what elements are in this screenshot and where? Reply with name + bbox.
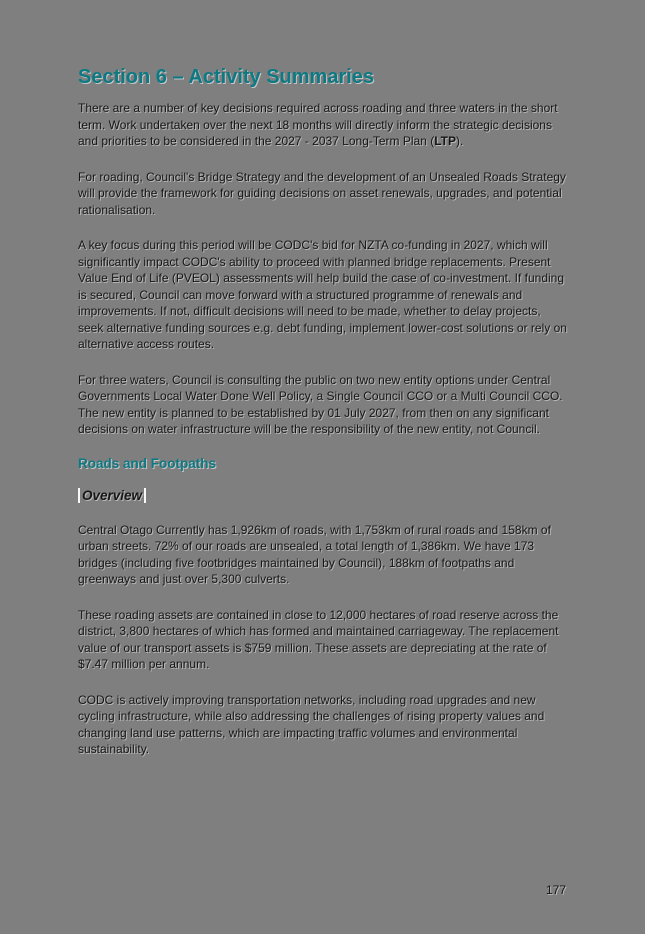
roads-and-footpaths-heading: Roads and Footpaths — [78, 455, 216, 471]
overview-paragraph-1: Central Otago Currently has 1,926km of roads, with 1,753km of rural roads and 158km of urban streets. 72% of our roads are unsealed, a total length of 1,386km. We have 173 bridges (including five footbridges maintained by Council), 188km of footpaths and greenways and just over 5,300 culverts. — [78, 522, 551, 586]
overview-paragraph-3: CODC is actively improving transportation networks, including road upgrades and new cycling infrastructure, while also addressing the challenges of rising property values and changing land use patterns, which are impacting traffic volumes and environmental sustainability. — [78, 692, 545, 756]
intro-paragraph-3: A key focus during this period will be CODC's bid for NZTA co-funding in 2027, which will significantly impact CODC's ability to proceed with planned bridge replacements. Present Value End of Life (PVEOL) assessments will help build the case of co-investment. If funding is secured, Council can move forward with a structured programme of renewals and improvements. If not, difficult decisions will need to be made, whether to delay projects, seek alternative funding sources e.g. debt funding, implement lower-cost solutions or rely on alternative access routes. — [78, 238, 567, 351]
document-body — [78, 64, 567, 777]
overview-heading-selection: Overview — [78, 488, 146, 503]
paragraph-text: There are a number of key decisions required across roading and three waters in the short term. Work undertaken over the next 18 months will directly inform the strategic decisions and priorities to be considered in the 2027 - 2037 Long-Term Plan ( — [78, 101, 558, 148]
intro-paragraph-2: For roading, Council's Bridge Strategy and the development of an Unsealed Roads Strategy will provide the framework for guiding decisions on asset renewals, upgrades, and potential rationalisation. — [78, 169, 566, 217]
bold-text-ltp: LTP — [434, 134, 456, 148]
page-number: 177 — [546, 883, 567, 897]
intro-paragraph-4: For three waters, Council is consulting the public on two new entity options under Central Governments Local Water Done Well Policy, a Single Council CCO or a Multi Council CCO. The new entity is planned to be established by 01 July 2027, from then on any significant decisions on water infrastructure will be the responsibility of the new entity, not Council. — [78, 372, 563, 436]
intro-paragraph-1 — [78, 100, 567, 150]
section-title: Section 6 – Activity Summaries — [78, 66, 375, 88]
overview-paragraph-2: These roading assets are contained in close to 12,000 hectares of road reserve across the district, 3,800 hectares of which has formed and maintained carriageway. The replacement value of our transport assets is $759 million. These assets are depreciating at the rate of $7.47 million per annum. — [78, 607, 559, 671]
paragraph-text: ). — [456, 134, 464, 148]
overview-heading — [78, 488, 567, 503]
